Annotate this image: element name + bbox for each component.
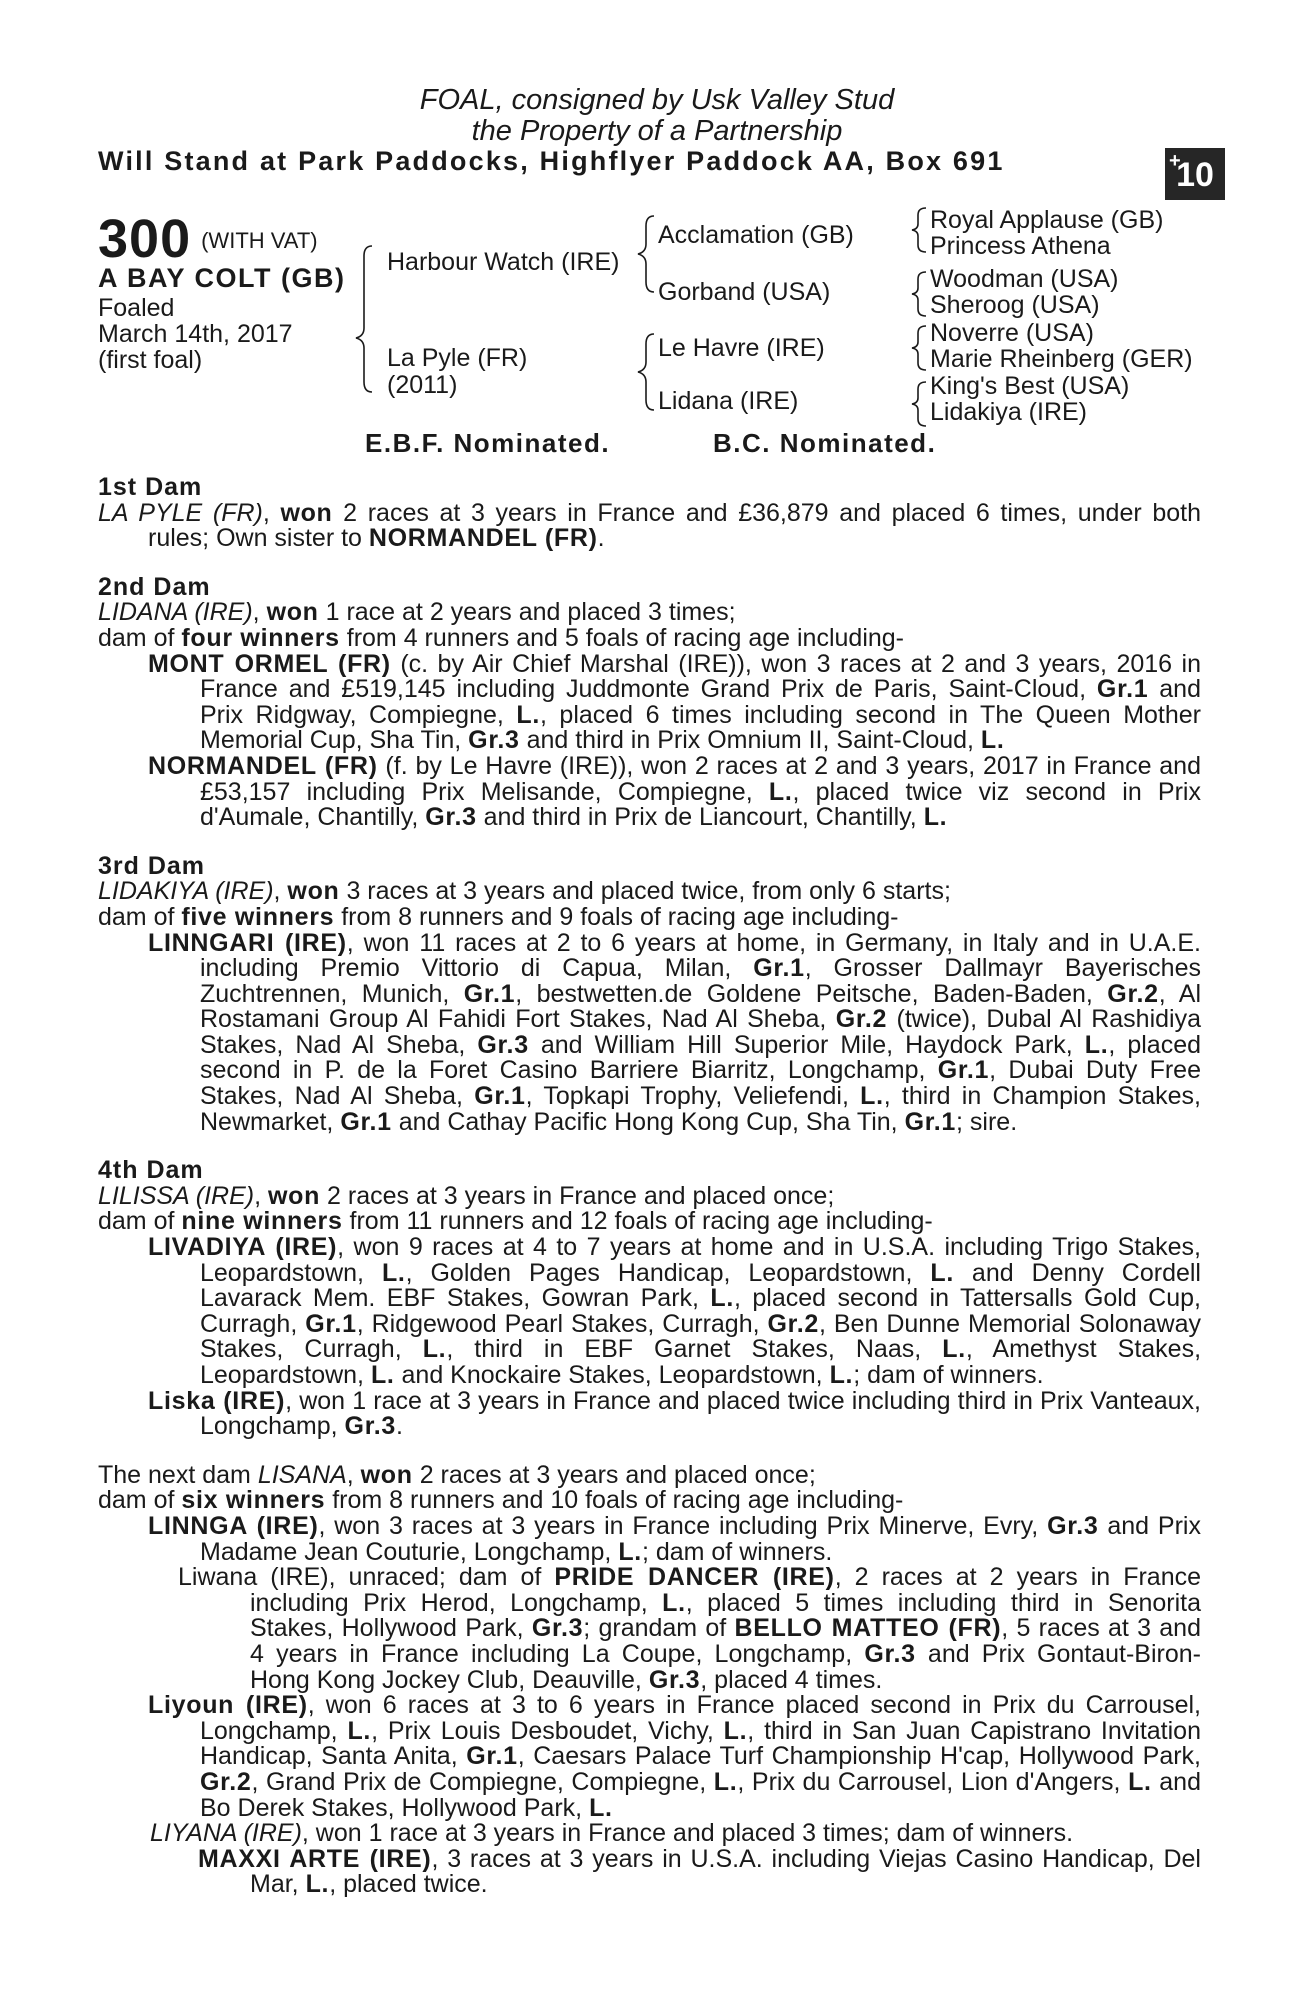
text-run: ; dam of winners.: [641, 1537, 833, 1566]
bold-text: MAXXI ARTE (IRE): [198, 1844, 432, 1873]
bold-text: Gr.2: [200, 1767, 252, 1796]
bold-text: four winners: [181, 623, 340, 652]
text-run: ,: [262, 498, 281, 527]
bold-text: won: [280, 498, 333, 527]
text-run: from 4 runners and 5 foals of racing age including-: [339, 623, 905, 652]
bold-text: L.: [829, 1361, 854, 1389]
text-run: 1 race at 2 years and placed 3 times;: [318, 598, 736, 627]
record-paragraph: [98, 1181, 1201, 1210]
bold-text: Gr.1: [937, 1056, 990, 1085]
bold-text: won: [287, 877, 340, 906]
bold-text: L.: [923, 803, 948, 832]
text-run: 2 races at 3 years in France and £36,879 and placed 6 times, under both rules; Own sister to: [148, 498, 1201, 553]
record-paragraph: [98, 751, 1201, 832]
record-paragraph: [98, 1460, 1201, 1489]
sd-dam: Sheroog (USA): [930, 291, 1100, 319]
italic-name: LA PYLE (FR): [98, 498, 263, 527]
record-paragraph: [98, 1821, 1201, 1847]
bold-text: won: [266, 598, 319, 627]
text-run: and Knockaire Stakes, Leopardstown,: [394, 1361, 830, 1389]
badge-plus: +: [1169, 150, 1181, 172]
bold-text: six winners: [181, 1486, 326, 1515]
ds-dam: Marie Rheinberg (GER): [930, 345, 1193, 373]
property-line: the Property of a Partnership: [471, 115, 843, 147]
text-run: , Golden Pages Handicap, Leopardstown,: [405, 1258, 931, 1287]
bold-text: L.: [1084, 1030, 1109, 1059]
record-paragraph: [98, 1844, 1201, 1899]
bold-text: Gr.1: [474, 1082, 526, 1111]
bold-text: L.: [422, 1335, 447, 1364]
text-run: from 11 runners and 12 foals of racing age including-: [342, 1207, 933, 1236]
italic-name: LIYANA (IRE): [150, 1819, 302, 1848]
dam-section: [98, 1460, 1202, 1899]
ebf-nominated: E.B.F. Nominated.: [365, 428, 611, 458]
record-paragraph: [98, 879, 1201, 905]
sire-sire: Acclamation (GB): [658, 221, 854, 249]
bold-text: L.: [710, 1284, 735, 1313]
bold-text: PRIDE DANCER (IRE): [554, 1563, 835, 1592]
bold-text: Gr.3: [648, 1665, 701, 1694]
bold-text: L.: [713, 1767, 738, 1796]
dam-heading: 1st Dam: [98, 473, 203, 501]
bold-text: L.: [768, 777, 793, 806]
bold-text: L.: [930, 1258, 954, 1287]
bold-text: L.: [980, 726, 1005, 755]
bold-text: LINNGARI (IRE): [148, 928, 347, 957]
text-run: , 5 races at 3 and 4 years in France including La Coupe, Longchamp,: [250, 1614, 1201, 1668]
text-run: Liwana (IRE), unraced; dam of: [178, 1563, 555, 1592]
dam-heading: 3rd Dam: [98, 851, 206, 880]
record-paragraph: [98, 1386, 1201, 1441]
text-run: , Al Rostamani Group Al Fahidi Fort Stakes, Nad Al Sheba,: [200, 979, 1201, 1034]
lot-description: A BAY COLT (GB): [98, 263, 346, 293]
text-run: and Prix Ridgway, Compiegne,: [200, 675, 1201, 729]
text-run: ,: [273, 877, 288, 906]
bold-text: Gr.3: [344, 1412, 396, 1441]
dd-sire: King's Best (USA): [930, 372, 1130, 400]
text-run: , won 6 races at 3 to 6 years in France placed second in Prix du Carrousel, Longchamp,: [200, 1691, 1201, 1745]
text-run: , Ben Dunne Memorial Solonaway Stakes, Curragh,: [200, 1309, 1201, 1364]
italic-name: LIDANA (IRE): [98, 598, 253, 627]
dam-sire: Le Havre (IRE): [658, 334, 825, 362]
dam-section: [98, 475, 1201, 552]
text-run: , 2 races at 2 years in France including Prix Herod, Longchamp,: [250, 1563, 1202, 1617]
record-paragraph: [98, 498, 1201, 553]
bold-text: Gr.3: [864, 1639, 916, 1668]
bold-text: Gr.1: [466, 1742, 518, 1771]
ss-dam: Princess Athena: [930, 232, 1111, 260]
bracket-dd: [912, 382, 926, 426]
text-run: and Prix Gontaut-Biron-Hong Kong Jockey Club, Deauville,: [250, 1639, 1201, 1694]
record-paragraph: [98, 1235, 1201, 1389]
italic-name: LISANA: [257, 1460, 347, 1489]
bracket-ds: [912, 326, 926, 370]
text-run: 2 races at 3 years and placed once;: [412, 1460, 816, 1489]
text-run: dam of: [98, 902, 182, 931]
record-paragraph: [98, 1209, 1201, 1235]
text-run: and third in Prix Omnium II, Saint-Cloud,: [519, 726, 981, 755]
text-run: and third in Prix de Liancourt, Chantilly,: [476, 803, 924, 832]
dam-section: [98, 572, 1201, 832]
text-run: , placed twice viz second in Prix d'Aumale, Chantilly,: [200, 777, 1201, 832]
text-run: .: [597, 524, 605, 553]
dam-heading: 2nd Dam: [98, 572, 211, 601]
stabling-line: Will Stand at Park Paddocks, Highflyer Paddock AA, Box 691: [98, 146, 1005, 176]
bracket-main: [356, 246, 372, 392]
text-run: , placed second in P. de la Foret Casino Barriere Biarritz, Longchamp,: [200, 1030, 1201, 1085]
dam: La Pyle (FR): [387, 344, 528, 372]
text-run: ; grandam of: [583, 1614, 735, 1643]
foaled-date: March 14th, 2017: [98, 320, 293, 348]
text-run: ,: [346, 1460, 361, 1489]
bold-text: L.: [942, 1335, 966, 1364]
text-run: , Ridgewood Pearl Stakes, Curragh,: [356, 1309, 768, 1338]
text-run: from 8 runners and 10 foals of racing age including-: [325, 1486, 904, 1515]
bold-text: Gr.1: [463, 979, 516, 1008]
sire-dam: Gorband (USA): [658, 278, 831, 306]
bold-text: L.: [1128, 1767, 1152, 1796]
bold-text: MONT ORMEL (FR): [148, 649, 391, 678]
bold-text: Gr.3: [531, 1614, 584, 1643]
bold-text: Gr.1: [904, 1107, 957, 1136]
bold-text: Gr.3: [468, 726, 520, 755]
text-run: and Prix Madame Jean Couturie, Longchamp,: [200, 1511, 1201, 1566]
dd-dam: Lidakiya (IRE): [930, 398, 1087, 426]
text-run: ; dam of winners.: [853, 1361, 1044, 1389]
text-run: , won 3 races at 3 years in France including Prix Minerve, Evry,: [318, 1511, 1048, 1540]
text-run: , bestwetten.de Goldene Peitsche, Baden-Baden,: [515, 979, 1108, 1008]
text-run: ,: [254, 1181, 268, 1210]
bold-text: five winners: [181, 902, 335, 931]
bold-text: NORMANDEL (FR): [368, 524, 598, 553]
bold-text: won: [267, 1181, 321, 1210]
text-run: ; sire.: [956, 1107, 1018, 1136]
bold-text: Gr.1: [305, 1309, 357, 1338]
bold-text: L.: [370, 1361, 395, 1389]
bold-text: Gr.2: [1107, 979, 1159, 1008]
ss-sire: Royal Applause (GB): [930, 206, 1164, 234]
text-run: 2 races at 3 years in France and placed once;: [320, 1181, 835, 1210]
day-badge: [1165, 148, 1225, 200]
badge-number: 10: [1176, 156, 1214, 194]
record-paragraph: [98, 649, 1201, 755]
text-run: , 3 races at 3 years in U.S.A. including Viejas Casino Handicap, Del Mar,: [250, 1844, 1201, 1899]
text-run: , placed 6 times including second in The Queen Mother Memorial Cup, Sha Tin,: [200, 700, 1201, 755]
bold-text: L.: [723, 1716, 748, 1745]
bold-text: BELLO MATTEO (FR): [734, 1614, 1002, 1643]
text-run: , placed 4 times.: [700, 1665, 883, 1694]
sd-sire: Woodman (USA): [930, 265, 1119, 293]
bold-text: L.: [305, 1870, 330, 1899]
record-paragraph: [98, 902, 1201, 931]
bold-text: L.: [516, 700, 540, 729]
dam-section: [98, 1158, 1201, 1440]
bracket-dam: [638, 334, 654, 410]
bold-text: nine winners: [181, 1207, 343, 1236]
text-run: , third in Champion Stakes, Newmarket,: [200, 1082, 1202, 1136]
bold-text: LINNGA (IRE): [148, 1511, 319, 1540]
text-run: and William Hill Superior Mile, Haydock Park,: [528, 1030, 1085, 1059]
record-paragraph: [98, 1511, 1201, 1566]
dam-year: (2011): [387, 371, 458, 399]
bold-text: L.: [662, 1588, 686, 1617]
italic-name: LILISSA (IRE): [98, 1181, 255, 1210]
vat-note: (WITH VAT): [201, 228, 318, 253]
bold-text: Liyoun (IRE): [148, 1691, 308, 1720]
bold-text: Gr.3: [477, 1030, 529, 1059]
consignor-line: FOAL, consigned by Usk Valley Stud: [419, 84, 895, 116]
bold-text: Gr.1: [340, 1107, 392, 1136]
text-run: , Caesars Palace Turf Championship H'cap, Hollywood Park,: [517, 1742, 1201, 1771]
dam-dam: Lidana (IRE): [658, 387, 799, 415]
bracket-sd: [912, 272, 926, 316]
text-run: (f. by Le Havre (IRE)), won 2 races at 2 and 3 years, 2017 in France and £53,157 including Prix Melisande, Compiegne,: [200, 751, 1201, 806]
bold-text: Gr.3: [1047, 1511, 1099, 1540]
text-run: , Dubai Duty Free Stakes, Nad Al Sheba,: [200, 1056, 1201, 1111]
bold-text: LIVADIYA (IRE): [148, 1233, 338, 1262]
first-foal-note: (first foal): [98, 346, 203, 374]
bold-text: Gr.3: [425, 803, 477, 832]
bold-text: L.: [618, 1537, 642, 1566]
record-paragraph: [98, 623, 1201, 652]
text-run: (twice), Dubal Al Rashidiya Stakes, Nad Al Sheba,: [200, 1005, 1201, 1059]
bold-text: won: [360, 1460, 413, 1489]
bold-text: Gr.2: [767, 1309, 819, 1338]
text-run: , Grosser Dallmayr Bayerisches Zuchtrennen, Munich,: [200, 954, 1201, 1008]
dam-section: [98, 851, 1202, 1136]
text-run: and Cathay Pacific Hong Kong Cup, Sha Tin,: [391, 1107, 905, 1136]
text-run: dam of: [98, 623, 182, 652]
bold-text: Gr.2: [835, 1005, 888, 1034]
record-paragraph: [98, 928, 1202, 1136]
text-run: , Prix du Carrousel, Lion d'Angers,: [737, 1767, 1129, 1796]
bc-nominated: B.C. Nominated.: [713, 428, 937, 458]
text-run: , third in EBF Garnet Stakes, Naas,: [446, 1335, 943, 1364]
text-run: , Amethyst Stakes, Leopardstown,: [200, 1335, 1202, 1389]
text-run: , third in San Juan Capistrano Invitation Handicap, Santa Anita,: [200, 1716, 1201, 1771]
text-run: dam of: [98, 1486, 182, 1515]
text-run: ,: [252, 598, 267, 627]
text-run: , won 11 races at 2 to 6 years at home, in Germany, in Italy and in U.A.E. including Premio Vittorio di Capua, Milan,: [200, 928, 1201, 983]
foaled-label: Foaled: [98, 294, 175, 322]
bold-text: L.: [381, 1258, 406, 1287]
lot-number-block: [98, 208, 318, 270]
italic-name: LIDAKIYA (IRE): [98, 877, 274, 906]
bold-text: L.: [347, 1716, 372, 1745]
text-run: , won 1 race at 3 years in France and placed twice including third in Prix Vanteaux, Longchamp,: [200, 1386, 1201, 1441]
bracket-ss: [912, 208, 926, 252]
text-run: (c. by Air Chief Marshal (IRE)), won 3 races at 2 and 3 years, 2016 in France and £519,145 including Juddmonte Grand Prix de Paris, Saint-Cloud,: [200, 649, 1201, 704]
text-run: from 8 runners and 9 foals of racing age including-: [334, 902, 899, 931]
text-run: , placed twice.: [329, 1870, 488, 1899]
text-run: and Bo Derek Stakes, Hollywood Park,: [200, 1767, 1201, 1822]
bracket-sire: [638, 216, 654, 292]
text-run: .: [396, 1412, 403, 1441]
bold-text: Gr.1: [753, 954, 805, 983]
record-paragraph: [98, 1693, 1201, 1821]
record-paragraph: [98, 600, 1201, 626]
text-run: and Denny Cordell Lavarack Mem. EBF Stakes, Gowran Park,: [200, 1258, 1201, 1313]
dam-heading: 4th Dam: [98, 1156, 204, 1185]
text-run: , Prix Louis Desboudet, Vichy,: [371, 1716, 724, 1745]
lot-number: 300: [98, 209, 192, 269]
text-run: , placed second in Tattersalls Gold Cup, Curragh,: [200, 1284, 1201, 1338]
bold-text: Liska (IRE): [148, 1386, 286, 1415]
ds-sire: Noverre (USA): [930, 319, 1094, 347]
text-run: , won 9 races at 4 to 7 years at home and in U.S.A. including Trigo Stakes, Leopardstown,: [200, 1233, 1201, 1287]
text-run: , Grand Prix de Compiegne, Compiegne,: [251, 1767, 714, 1796]
text-run: , placed 5 times including third in Senorita Stakes, Hollywood Park,: [250, 1588, 1201, 1643]
bold-text: L.: [860, 1082, 884, 1111]
produce-record: [98, 475, 1201, 1898]
text-run: , Topkapi Trophy, Veliefendi,: [525, 1082, 861, 1111]
sire: Harbour Watch (IRE): [387, 248, 620, 276]
record-paragraph: [98, 1488, 1201, 1514]
record-paragraph: [98, 1565, 1201, 1693]
text-run: dam of: [98, 1207, 182, 1236]
bold-text: L.: [589, 1793, 613, 1822]
bold-text: Gr.1: [1096, 675, 1149, 704]
bold-text: NORMANDEL (FR): [148, 751, 378, 780]
text-run: 3 races at 3 years and placed twice, from only 6 starts;: [339, 877, 951, 906]
text-run: , won 1 race at 3 years in France and placed 3 times; dam of winners.: [301, 1819, 1074, 1848]
text-run: The next dam: [98, 1460, 258, 1489]
